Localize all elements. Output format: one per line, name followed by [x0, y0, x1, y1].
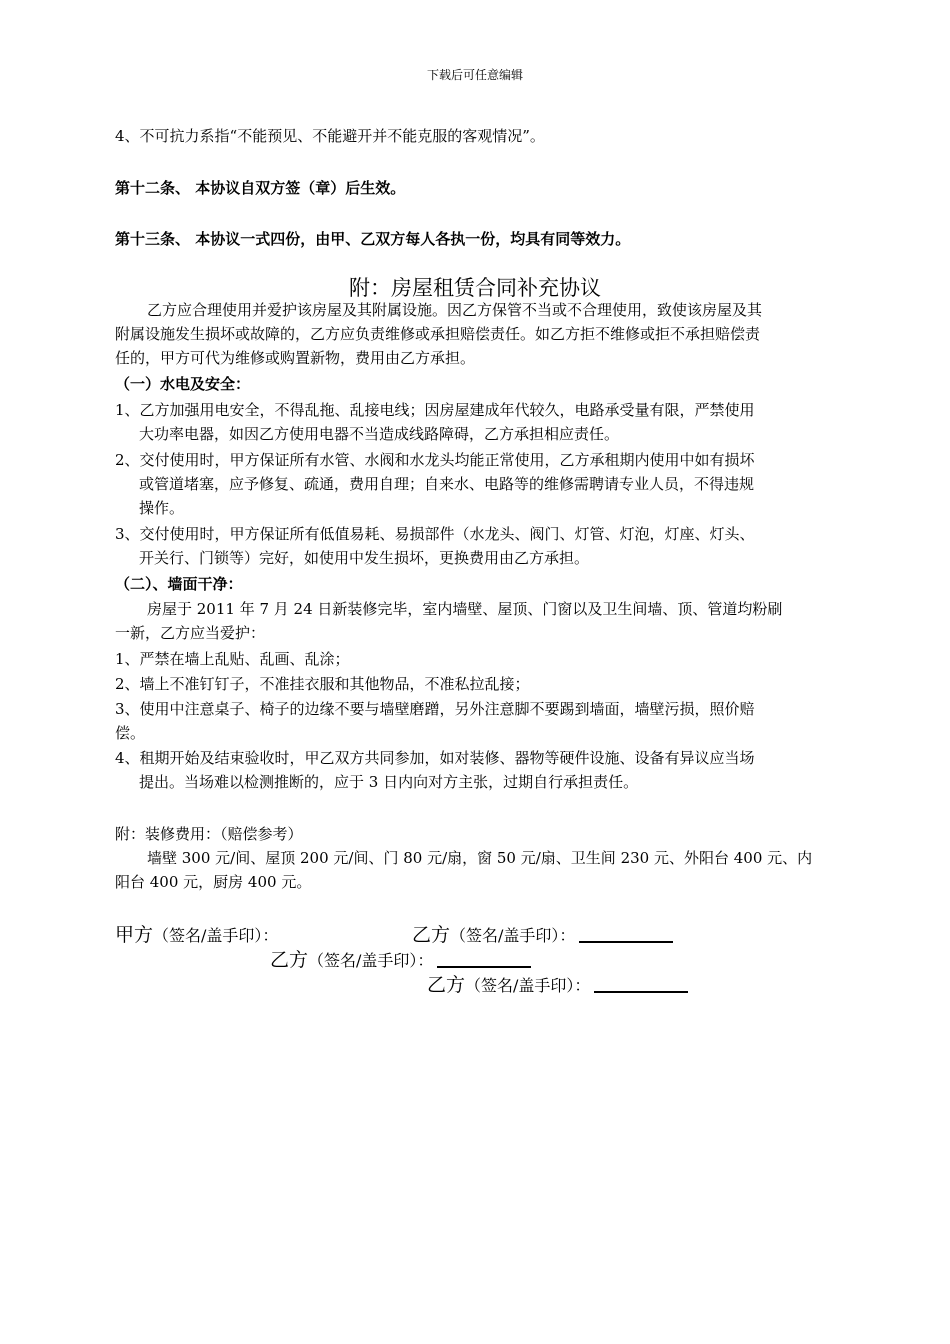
annex-intro-line: 乙方应合理使用并爱护该房屋及其附属设施。因乙方保管不当或不合理使用，致使该房屋及其	[147, 301, 763, 319]
section2-item: 提出。当场难以检测推断的，应于 3 日内向对方主张，过期自行承担责任。	[139, 773, 639, 791]
signature-blank-line[interactable]	[579, 923, 673, 943]
signature-party-label: 乙方	[270, 949, 309, 971]
annex-title: 附：房屋租赁合同补充协议	[349, 276, 601, 300]
fees-text-line: 阳台 400 元，厨房 400 元。	[115, 873, 312, 891]
signature-note: （签名/盖手印）	[465, 976, 575, 995]
section2-heading: （二）、墙面干净：	[115, 575, 243, 593]
signature-party-label: 乙方	[427, 974, 466, 996]
section1-item: 1、乙方加强用电安全，不得乱拖、乱接电线；因房屋建成年代较久，电路承受量有限，严禁使用	[115, 401, 755, 419]
signature-note: （签名/盖手印）	[153, 926, 263, 945]
signature-colon: ：	[559, 926, 576, 945]
section2-item: 2、墙上不准钉钉子，不准挂衣服和其他物品，不准私拉乱接；	[115, 675, 530, 693]
section1-item: 开关行、门锁等）完好，如使用中发生损坏，更换费用由乙方承担。	[139, 549, 590, 567]
signature-note: （签名/盖手印）	[450, 926, 560, 945]
section2-item: 偿。	[115, 724, 146, 742]
signature-party-b-2	[270, 945, 531, 972]
clause-force-majeure: 4、不可抗力系指“不能预见、不能避开并不能克服的客观情况”。	[115, 127, 545, 145]
section2-intro-line: 一新，乙方应当爱护：	[115, 624, 266, 642]
signature-colon: ：	[262, 926, 279, 945]
section1-item: 或管道堵塞，应予修复、疏通，费用自理；自来水、电路等的维修需聘请专业人员，不得违规	[139, 475, 755, 493]
section2-item: 1、严禁在墙上乱贴、乱画、乱涂；	[115, 650, 350, 668]
signature-note: （签名/盖手印）	[308, 951, 418, 970]
signature-party-label: 甲方	[115, 924, 154, 946]
fees-heading: 附：装修费用：（赔偿参考）	[115, 825, 303, 843]
signature-blank-line[interactable]	[594, 973, 688, 993]
section1-item: 3、交付使用时，甲方保证所有低值易耗、易损部件（水龙头、阀门、灯管、灯泡，灯座、灯头、	[115, 525, 755, 543]
section1-item: 操作。	[139, 499, 185, 517]
article-12: 第十二条、 本协议自双方签（章）后生效。	[115, 179, 406, 197]
signature-blank-line[interactable]	[437, 948, 531, 968]
section1-heading: （一）水电及安全：	[115, 375, 251, 393]
article-13: 第十三条、 本协议一式四份，由甲、乙双方每人各执一份，均具有同等效力。	[115, 230, 631, 248]
section2-intro-line: 房屋于 2011 年 7 月 24 日新装修完毕，室内墙壁、屋顶、门窗以及卫生间墙、顶、管道均粉刷	[147, 600, 783, 618]
signature-colon: ：	[574, 976, 591, 995]
signature-party-label: 乙方	[412, 924, 451, 946]
section1-item: 大功率电器，如因乙方使用电器不当造成线路障碍，乙方承担相应责任。	[139, 425, 620, 443]
section2-item: 4、租期开始及结束验收时，甲乙双方共同参加，如对装修、器物等硬件设施、设备有异议应当场	[115, 749, 755, 767]
signature-party-b-3	[427, 970, 688, 997]
signature-party-a	[115, 920, 278, 947]
page-header: 下载后可任意编辑	[426, 68, 523, 82]
annex-intro-line: 任的，甲方可代为维修或购置新物，费用由乙方承担。	[115, 349, 476, 367]
fees-text-line: 墙壁 300 元/间、屋顶 200 元/间、门 80 元/扇，窗 50 元/扇、卫生间 230 元、外阳台 400 元、内	[147, 849, 813, 867]
signature-party-b-1	[412, 920, 673, 947]
section1-item: 2、交付使用时，甲方保证所有水管、水阀和水龙头均能正常使用，乙方承租期内使用中如有损坏	[115, 451, 755, 469]
section2-item: 3、使用中注意桌子、椅子的边缘不要与墙壁磨蹭，另外注意脚不要踢到墙面，墙壁污损，照价赔	[115, 700, 755, 718]
annex-intro-line: 附属设施发生损坏或故障的，乙方应负责维修或承担赔偿责任。如乙方拒不维修或拒不承担赔偿责	[115, 325, 761, 343]
signature-colon: ：	[417, 951, 434, 970]
